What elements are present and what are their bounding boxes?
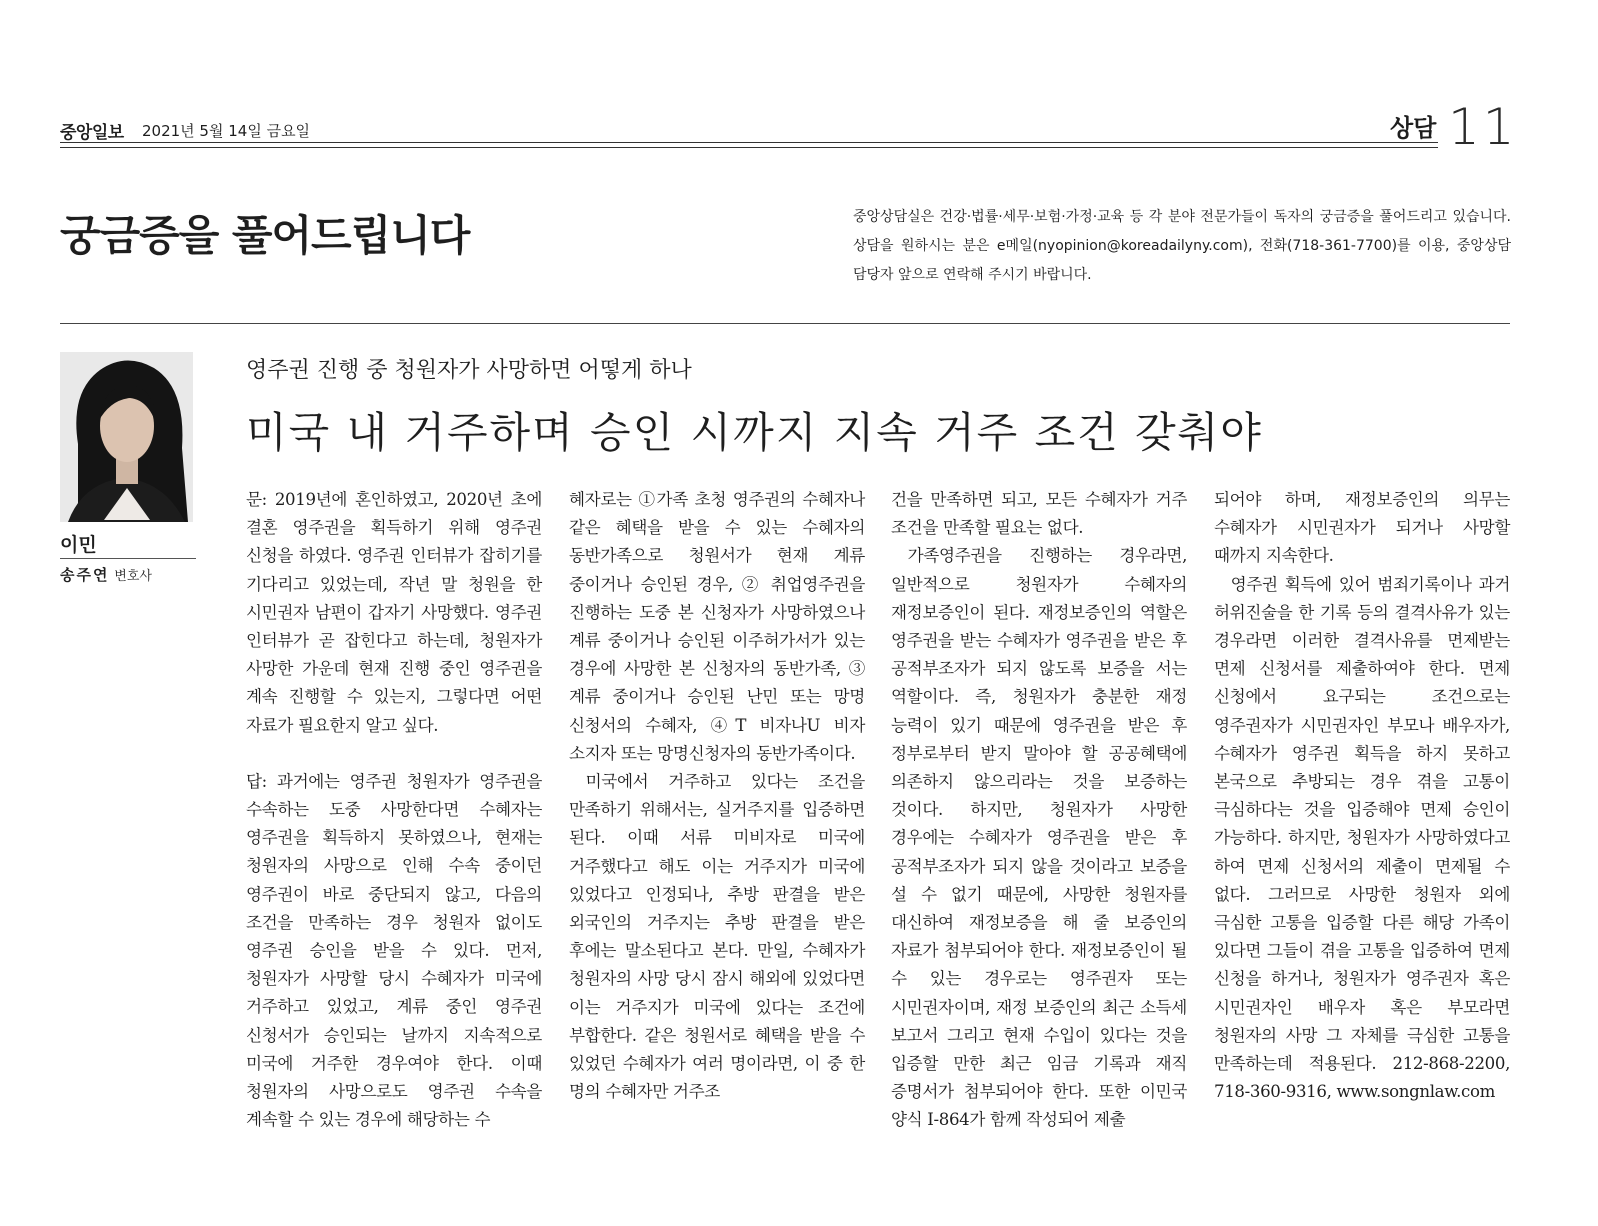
section-name: 상담 — [1390, 114, 1437, 142]
body-paragraph: 영주권 획득에 있어 범죄기록이나 과거 허위진술을 한 기록 등의 결격사유가 있는 경우라면 이러한 결격사유를 면제받는 면제 신청서를 제출하여야 한다. 면제 신청에서 요구되는 조건으로는 영주권자가 시민권자인 부모나 배우자가, 수혜자가 영주권 획득을 하지 못하고 본국으로 추방되는 경우 겪을 고통이 극심하다는 것을 입증해야 면제 승인이 가능하다. 하지만, 청원자가 사망하였다고 하여 면제 신청서의 제출이 면제될 수 없다. 그러므로 사망한 청원자 외에 극심한 고통을 입증할 다른 해당 가족이 있다면 그들이 겪을 고통을 입증하여 면제 신청을 하거나, 청원자가 영주권자 혹은 시민권자인 배우자 혹은 부모라면 청원자의 사망 그 자체를 극심한 고통을 만족하는데 적용된다. 212-868-2200, 718-360-9316, www.songnlaw.com — [1214, 574, 1510, 1102]
masthead — [60, 98, 1518, 156]
section-divider — [60, 323, 1510, 324]
masthead-rule — [60, 142, 1438, 148]
article-column-4 — [1214, 486, 1510, 1106]
body-paragraph: 혜자로는 ①가족 초청 영주권의 수혜자나 같은 혜택을 받을 수 있는 수혜자의 동반가족으로 청원서가 현재 계류 중이거나 승인된 경우, ② 취업영주권을 진행하는 도중 본 신청자가 사망하였으나 계류 중이거나 승인된 이주허가서가 있는 경우에 사망한 본 신청자의 동반가족, ③ 계류 중이거나 승인된 난민 또는 망명 신청서의 수혜자, ④T 비자나U 비자 소지자 또는 망명신청자의 동반가족이다. — [569, 490, 865, 763]
body-paragraph: 가족영주권을 진행하는 경우라면, 일반적으로 청원자가 수혜자의 재정보증인이 된다. 재정보증인의 역할은 영주권을 받는 수혜자가 영주권을 받은 후 공적부조자가 되지 않도록 보증을 서는 역할이다. 즉, 청원자가 충분한 재정 능력이 있기 때문에 영주권을 받은 후 정부로부터 받지 말아야 할 공공혜택에 의존하지 않으리라는 것을 보증하는 것이다. 하지만, 청원자가 사망한 경우에는 수혜자가 영주권을 받은 후 공적부조자가 되지 않을 것이라고 보증을 설 수 없기 때문에, 사망한 청원자를 대신하여 재정보증을 해 줄 보증인의 자료가 첨부되어야 한다. 재정보증인이 될 수 있는 경우로는 영주권자 또는 시민권자이며, 재정 보증인의 최근 소득세 보고서 그리고 현재 수입이 있다는 것을 입증할 만한 최근 임금 기록과 재직 증명서가 첨부되어야 한다. 또한 이민국 양식 I-864가 함께 작성되어 제출 — [891, 546, 1187, 1130]
author-name: 송주연 — [60, 566, 110, 584]
issue-date: 2021년 5월 14일 금요일 — [142, 122, 311, 140]
author-divider — [60, 558, 196, 559]
article-column-3 — [891, 486, 1187, 1135]
author-role: 변호사 — [114, 569, 152, 584]
article-headline: 미국 내 거주하며 승인 시까지 지속 거주 조건 갖춰야 — [246, 408, 1263, 457]
newspaper-logo: 중앙일보 — [60, 123, 124, 143]
question-paragraph: 문: 2019년에 혼인하였고, 2020년 초에 결혼 영주권을 획득하기 위해 영주권 신청을 하였다. 영주권 인터뷰가 잡히기를 기다리고 있었는데, 작년 말 청원을 한 시민권자 남편이 갑자기 사망했다. 영주권 인터뷰가 곧 잡힌다고 하는데, 청원자가 사망한 가운데 현재 진행 중인 영주권을 계속 진행할 수 있는지, 그렇다면 어떤 자료가 필요한지 알고 싶다. — [246, 490, 542, 735]
author-photo — [60, 352, 193, 522]
column-intro: 중앙상담실은 건강·법률·세무·보험·가정·교육 등 각 분야 전문가들이 독자의 궁금증을 풀어드리고 있습니다. 상담을 원하시는 분은 e메일(nyopinion@koreadailyny.com), 전화(718-361-7700)를 이용, 중앙상담 담당자 앞으로 연락해 주시기 바랍니다. — [853, 209, 1511, 283]
article-subheadline: 영주권 진행 중 청원자가 사망하면 어떻게 하나 — [246, 358, 692, 383]
article-column-2 — [569, 486, 865, 1106]
answer-paragraph: 답: 과거에는 영주권 청원자가 영주권을 수속하는 도중 사망한다면 수혜자는 영주권을 획득하지 못하였으나, 현재는 청원자의 사망으로 인해 수속 중이던 영주권이 바로 중단되지 않고, 다음의 조건을 만족하는 경우 청원자 없이도 영주권 승인을 받을 수 있다. 먼저, 청원자가 사망할 당시 수혜자가 미국에 거주하고 있었고, 계류 중인 영주권 신청서가 승인되는 날까지 지속적으로 미국에 거주한 경우여야 한다. 이때 청원자의 사망으로도 영주권 수속을 계속할 수 있는 경우에 해당하는 수 — [246, 771, 542, 1130]
body-paragraph: 되어야 하며, 재정보증인의 의무는 수혜자가 시민권자가 되거나 사망할 때까지 지속한다. — [1214, 490, 1510, 566]
author-byline — [60, 564, 152, 585]
column-title: 궁금증을 풀어드립니다 — [60, 211, 470, 260]
body-paragraph: 미국에서 거주하고 있다는 조건을 만족하기 위해서는, 실거주지를 입증하면 된다. 이때 서류 미비자로 미국에 거주했다고 해도 이는 거주지가 미국에 있었다고 인정되나, 추방 판결을 받은 외국인의 거주지는 추방 판결을 받은 후에는 말소된다고 본다. 만일, 수혜자가 청원자의 사망 당시 잠시 해외에 있었다면 이는 거주지가 미국에 있다는 조건에 부합한다. 같은 청원서로 혜택을 받을 수 있었던 수혜자가 여러 명이라면, 이 중 한 명의 수혜자만 거주조 — [569, 772, 865, 1102]
author-portrait-image — [60, 352, 193, 522]
page-number: 11 — [1448, 98, 1518, 156]
author-category: 이민 — [60, 534, 97, 556]
article-column-1 — [246, 486, 542, 1134]
body-paragraph: 건을 만족하면 되고, 모든 수혜자가 거주 조건을 만족할 필요는 없다. — [891, 490, 1187, 538]
